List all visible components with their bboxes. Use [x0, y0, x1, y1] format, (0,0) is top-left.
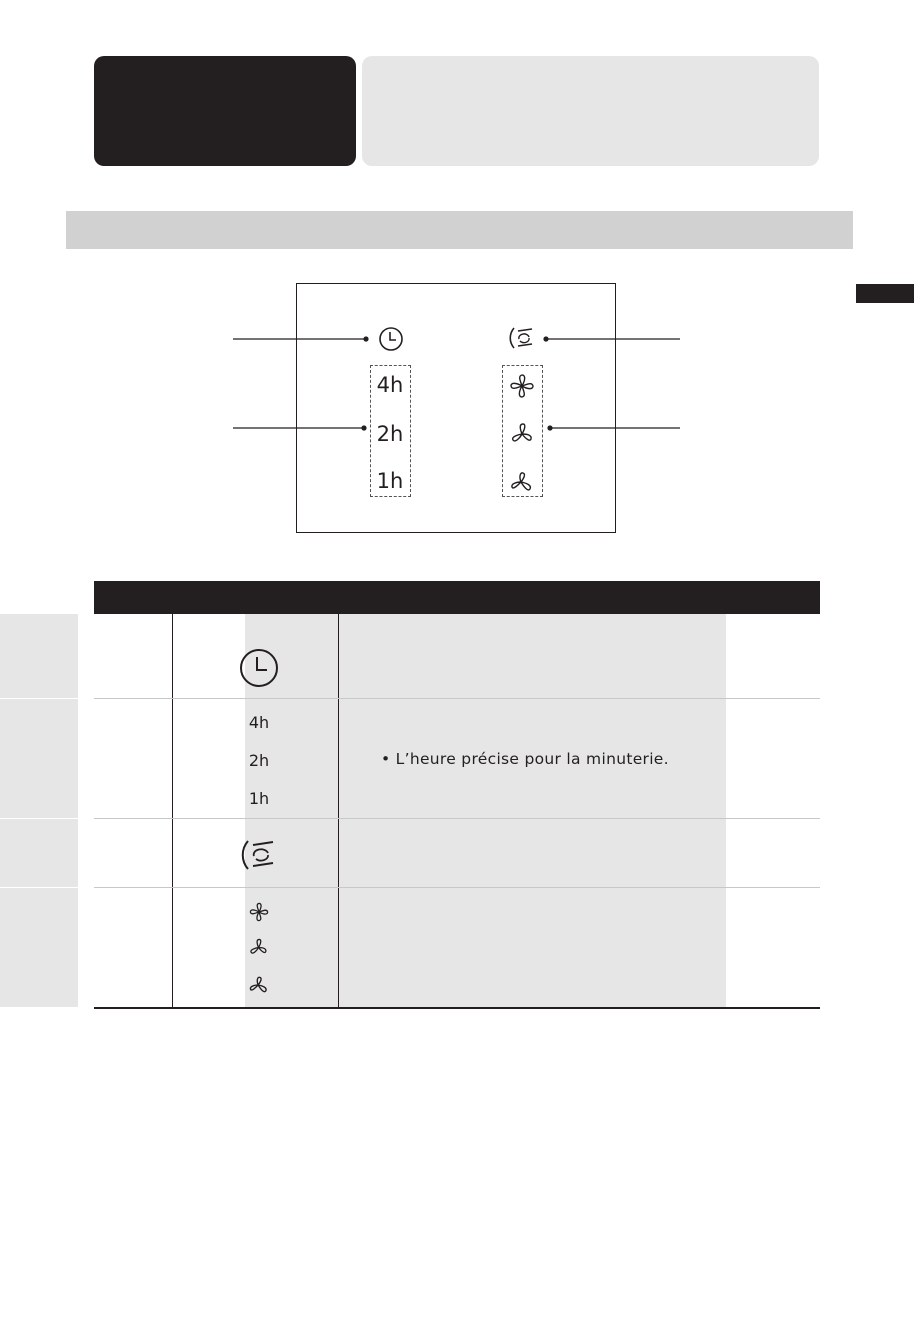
hour-button-4h[interactable]: 4h: [376, 373, 404, 397]
table-row-divider: [94, 818, 820, 819]
control-panel-diagram: [296, 283, 616, 533]
fan-medium-icon[interactable]: [509, 421, 535, 447]
timer-value-1h: 1h: [248, 789, 270, 808]
section-title-bar: [66, 211, 853, 249]
table-column-divider: [172, 614, 173, 1008]
language-side-tab: [856, 284, 914, 303]
swing-icon: [240, 839, 278, 871]
table-bottom-rule: [94, 1007, 820, 1009]
table-row-timer: [0, 614, 726, 698]
table-row-divider: [94, 887, 820, 888]
fan-medium-icon: [248, 937, 269, 958]
clock-icon: [239, 648, 279, 688]
hour-button-2h[interactable]: 2h: [376, 422, 404, 446]
timer-value-2h: 2h: [248, 751, 270, 770]
header-light-block: [362, 56, 819, 166]
fan-low-icon: [248, 974, 270, 996]
swing-icon[interactable]: [508, 326, 536, 350]
table-row-divider: [94, 698, 820, 699]
clock-icon[interactable]: [378, 326, 404, 352]
table-row-swing: [0, 819, 726, 887]
hour-button-1h[interactable]: 1h: [376, 469, 404, 493]
fan-high-icon: [248, 901, 270, 923]
timer-value-description: • L’heure précise pour la minuterie.: [381, 750, 669, 768]
table-row-fan-speed: [0, 888, 726, 1007]
fan-high-icon[interactable]: [508, 372, 536, 400]
header-dark-block: [94, 56, 356, 166]
table-column-divider: [338, 614, 339, 1008]
table-header: [94, 581, 820, 614]
fan-low-icon[interactable]: [509, 469, 535, 495]
timer-value-4h: 4h: [248, 713, 270, 732]
